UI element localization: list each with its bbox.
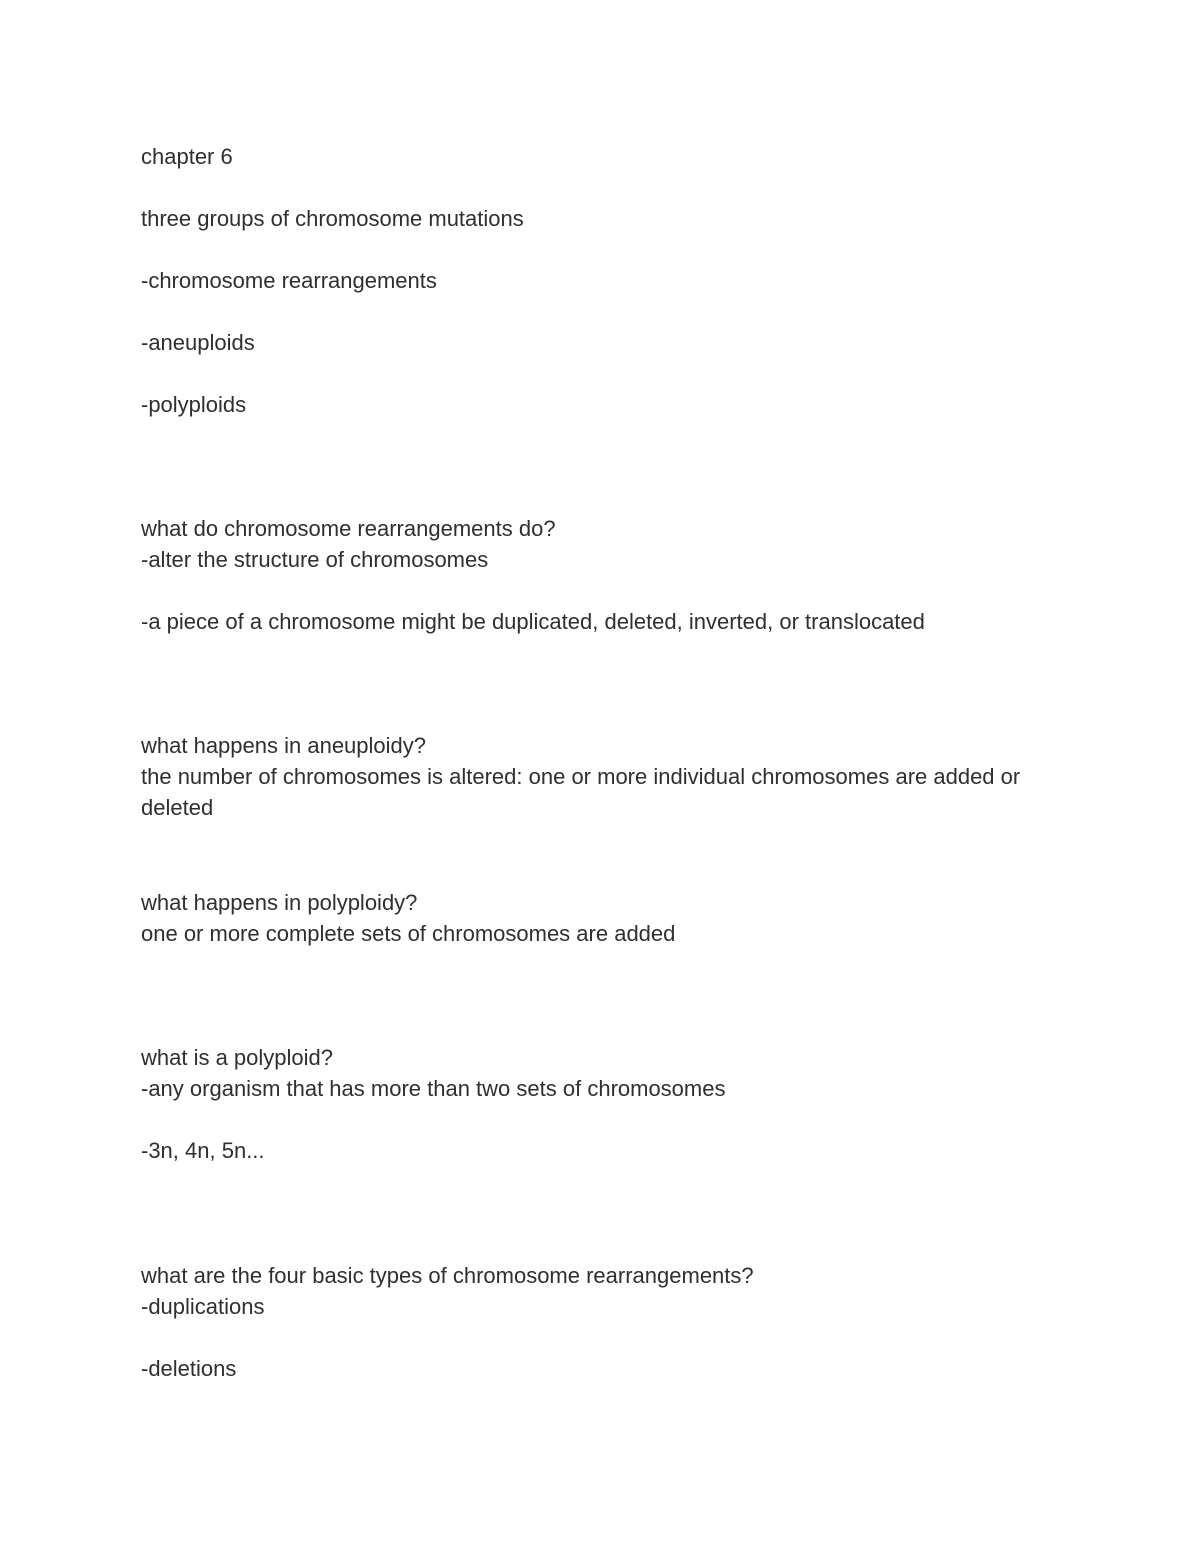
answer-text: -a piece of a chromosome might be duplicated, deleted, inverted, or translocated <box>141 609 925 634</box>
list-item: -chromosome rearrangements <box>141 268 437 293</box>
list-item: -polyploids <box>141 392 247 417</box>
section-heading: three groups of chromosome mutations <box>141 206 524 231</box>
answer-text: -3n, 4n, 5n... <box>141 1138 265 1163</box>
list-item: -aneuploids <box>141 330 255 355</box>
question-text: what are the four basic types of chromosome rearrangements? <box>141 1263 754 1288</box>
answer-text: one or more complete sets of chromosomes are added <box>141 921 676 946</box>
question-text: what happens in aneuploidy? <box>141 733 427 758</box>
question-text: what happens in polyploidy? <box>141 890 418 915</box>
chapter-title: chapter 6 <box>141 144 233 169</box>
answer-text: the number of chromosomes is altered: one or more individual chromosomes are added or deleted <box>141 764 1021 820</box>
answer-text: -any organism that has more than two sets of chromosomes <box>141 1076 726 1101</box>
list-item: -deletions <box>141 1356 237 1381</box>
answer-text: -alter the structure of chromosomes <box>141 547 489 572</box>
question-text: what do chromosome rearrangements do? <box>141 516 556 541</box>
list-item: -duplications <box>141 1294 265 1319</box>
question-text: what is a polyploid? <box>141 1045 334 1070</box>
